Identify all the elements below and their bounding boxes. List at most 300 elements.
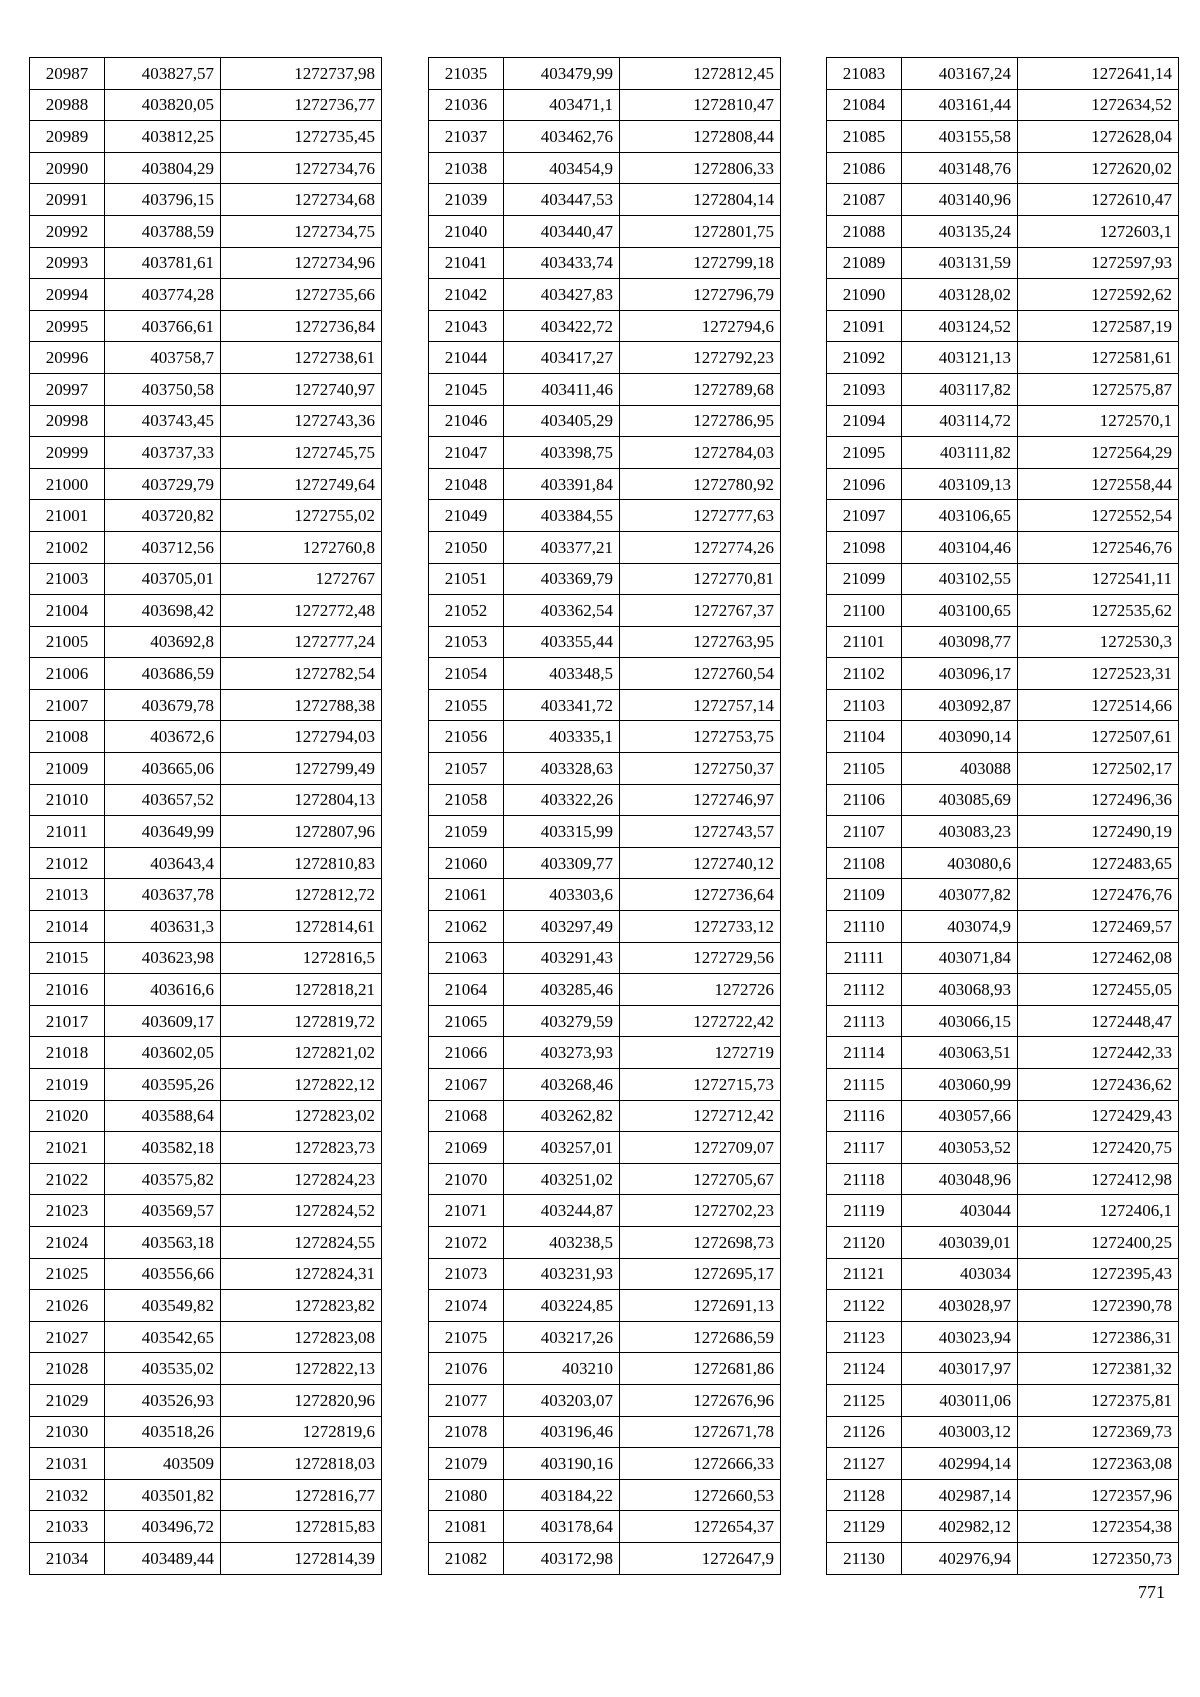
- y-coordinate-cell: 1272523,31: [1018, 658, 1179, 690]
- y-coordinate-cell: 1272722,42: [620, 1005, 781, 1037]
- x-coordinate-cell: 403053,52: [902, 1132, 1018, 1164]
- table-row: [827, 847, 1179, 879]
- y-coordinate-cell: 1272737,98: [221, 58, 382, 90]
- x-coordinate-cell: 403526,93: [105, 1384, 221, 1416]
- y-coordinate-cell: 1272390,78: [1018, 1290, 1179, 1322]
- y-coordinate-cell: 1272354,38: [1018, 1511, 1179, 1543]
- x-coordinate-cell: 403501,82: [105, 1479, 221, 1511]
- point-number-cell: 21078: [429, 1416, 504, 1448]
- x-coordinate-cell: 403496,72: [105, 1511, 221, 1543]
- x-coordinate-cell: 403114,72: [902, 405, 1018, 437]
- point-number-cell: 21052: [429, 595, 504, 627]
- table-row: [30, 1416, 382, 1448]
- y-coordinate-cell: 1272592,62: [1018, 279, 1179, 311]
- y-coordinate-cell: 1272823,02: [221, 1100, 382, 1132]
- table-row: [429, 879, 781, 911]
- x-coordinate-cell: 403044: [902, 1195, 1018, 1227]
- table-row: [827, 373, 1179, 405]
- point-number-cell: 21125: [827, 1384, 902, 1416]
- y-coordinate-cell: 1272530,3: [1018, 626, 1179, 658]
- table-row: [827, 753, 1179, 785]
- x-coordinate-cell: 403068,93: [902, 974, 1018, 1006]
- y-coordinate-cell: 1272810,83: [221, 847, 382, 879]
- table-row: [827, 1195, 1179, 1227]
- y-coordinate-cell: 1272442,33: [1018, 1037, 1179, 1069]
- table-row: [30, 89, 382, 121]
- point-number-cell: 20992: [30, 215, 105, 247]
- x-coordinate-cell: 403698,42: [105, 595, 221, 627]
- x-coordinate-cell: 403686,59: [105, 658, 221, 690]
- point-number-cell: 21023: [30, 1195, 105, 1227]
- x-coordinate-cell: 403238,5: [504, 1226, 620, 1258]
- point-number-cell: 21010: [30, 784, 105, 816]
- x-coordinate-cell: 403692,8: [105, 626, 221, 658]
- table-row: [30, 1163, 382, 1195]
- point-number-cell: 21117: [827, 1132, 902, 1164]
- y-coordinate-cell: 1272436,62: [1018, 1069, 1179, 1101]
- table-row: [30, 437, 382, 469]
- point-number-cell: 21091: [827, 310, 902, 342]
- table-row: [429, 721, 781, 753]
- y-coordinate-cell: 1272743,57: [620, 816, 781, 848]
- point-number-cell: 21088: [827, 215, 902, 247]
- point-number-cell: 21085: [827, 121, 902, 153]
- point-number-cell: 21034: [30, 1542, 105, 1574]
- table-row: [827, 500, 1179, 532]
- x-coordinate-cell: 403796,15: [105, 184, 221, 216]
- x-coordinate-cell: 402994,14: [902, 1448, 1018, 1480]
- x-coordinate-cell: 403155,58: [902, 121, 1018, 153]
- x-coordinate-cell: 403820,05: [105, 89, 221, 121]
- y-coordinate-cell: 1272740,12: [620, 847, 781, 879]
- table-row: [429, 1416, 781, 1448]
- table-row: [30, 658, 382, 690]
- y-coordinate-cell: 1272581,61: [1018, 342, 1179, 374]
- table-row: [827, 689, 1179, 721]
- y-coordinate-cell: 1272420,75: [1018, 1132, 1179, 1164]
- y-coordinate-cell: 1272429,43: [1018, 1100, 1179, 1132]
- x-coordinate-cell: 403391,84: [504, 468, 620, 500]
- y-coordinate-cell: 1272654,37: [620, 1511, 781, 1543]
- table-row: [30, 405, 382, 437]
- point-number-cell: 21000: [30, 468, 105, 500]
- x-coordinate-cell: 403649,99: [105, 816, 221, 848]
- point-number-cell: 21005: [30, 626, 105, 658]
- point-number-cell: 21062: [429, 911, 504, 943]
- table-row: [827, 626, 1179, 658]
- x-coordinate-cell: 403788,59: [105, 215, 221, 247]
- y-coordinate-cell: 1272733,12: [620, 911, 781, 943]
- table-row: [429, 1132, 781, 1164]
- x-coordinate-cell: 403124,52: [902, 310, 1018, 342]
- point-number-cell: 21049: [429, 500, 504, 532]
- point-number-cell: 21036: [429, 89, 504, 121]
- point-number-cell: 21073: [429, 1258, 504, 1290]
- x-coordinate-cell: 403602,05: [105, 1037, 221, 1069]
- y-coordinate-cell: 1272755,02: [221, 500, 382, 532]
- x-coordinate-cell: 403090,14: [902, 721, 1018, 753]
- x-coordinate-cell: 403063,51: [902, 1037, 1018, 1069]
- point-number-cell: 20995: [30, 310, 105, 342]
- y-coordinate-cell: 1272774,26: [620, 531, 781, 563]
- x-coordinate-cell: 403417,27: [504, 342, 620, 374]
- y-coordinate-cell: 1272726: [620, 974, 781, 1006]
- y-coordinate-cell: 1272647,9: [620, 1542, 781, 1574]
- table-row: [429, 121, 781, 153]
- page-number: 771: [1138, 1582, 1165, 1602]
- y-coordinate-cell: 1272812,72: [221, 879, 382, 911]
- y-coordinate-cell: 1272628,04: [1018, 121, 1179, 153]
- y-coordinate-cell: 1272777,63: [620, 500, 781, 532]
- x-coordinate-cell: 403262,82: [504, 1100, 620, 1132]
- y-coordinate-cell: 1272502,17: [1018, 753, 1179, 785]
- x-coordinate-cell: 403109,13: [902, 468, 1018, 500]
- y-coordinate-cell: 1272412,98: [1018, 1163, 1179, 1195]
- y-coordinate-cell: 1272686,59: [620, 1321, 781, 1353]
- y-coordinate-cell: 1272681,86: [620, 1353, 781, 1385]
- y-coordinate-cell: 1272818,21: [221, 974, 382, 1006]
- y-coordinate-cell: 1272789,68: [620, 373, 781, 405]
- table-row: [429, 310, 781, 342]
- point-number-cell: 21042: [429, 279, 504, 311]
- point-number-cell: 21007: [30, 689, 105, 721]
- point-number-cell: 21071: [429, 1195, 504, 1227]
- x-coordinate-cell: 403623,98: [105, 942, 221, 974]
- point-number-cell: 21051: [429, 563, 504, 595]
- y-coordinate-cell: 1272570,1: [1018, 405, 1179, 437]
- point-number-cell: 21015: [30, 942, 105, 974]
- x-coordinate-cell: 403172,98: [504, 1542, 620, 1574]
- x-coordinate-cell: 403509: [105, 1448, 221, 1480]
- x-coordinate-cell: 403297,49: [504, 911, 620, 943]
- point-number-cell: 21108: [827, 847, 902, 879]
- point-number-cell: 21048: [429, 468, 504, 500]
- x-coordinate-cell: 403479,99: [504, 58, 620, 90]
- point-number-cell: 21047: [429, 437, 504, 469]
- x-coordinate-cell: 403328,63: [504, 753, 620, 785]
- x-coordinate-cell: 403003,12: [902, 1416, 1018, 1448]
- y-coordinate-cell: 1272676,96: [620, 1384, 781, 1416]
- point-number-cell: 21030: [30, 1416, 105, 1448]
- table-row: [827, 247, 1179, 279]
- x-coordinate-cell: 403273,93: [504, 1037, 620, 1069]
- x-coordinate-cell: 403535,02: [105, 1353, 221, 1385]
- point-number-cell: 21065: [429, 1005, 504, 1037]
- point-number-cell: 21002: [30, 531, 105, 563]
- y-coordinate-cell: 1272564,29: [1018, 437, 1179, 469]
- point-number-cell: 21129: [827, 1511, 902, 1543]
- y-coordinate-cell: 1272375,81: [1018, 1384, 1179, 1416]
- y-coordinate-cell: 1272546,76: [1018, 531, 1179, 563]
- x-coordinate-cell: 403616,6: [105, 974, 221, 1006]
- table-row: [30, 563, 382, 595]
- table-row: [827, 531, 1179, 563]
- table-row: [827, 1037, 1179, 1069]
- y-coordinate-cell: 1272823,08: [221, 1321, 382, 1353]
- y-coordinate-cell: 1272799,49: [221, 753, 382, 785]
- table-row: [429, 626, 781, 658]
- table-row: [827, 1005, 1179, 1037]
- y-coordinate-cell: 1272734,76: [221, 152, 382, 184]
- y-coordinate-cell: 1272735,66: [221, 279, 382, 311]
- point-number-cell: 21038: [429, 152, 504, 184]
- point-number-cell: 21104: [827, 721, 902, 753]
- x-coordinate-cell: 403011,06: [902, 1384, 1018, 1416]
- y-coordinate-cell: 1272792,23: [620, 342, 781, 374]
- point-number-cell: 21114: [827, 1037, 902, 1069]
- table-row: [429, 1353, 781, 1385]
- table-row: [429, 1005, 781, 1037]
- table-row: [827, 1321, 1179, 1353]
- x-coordinate-cell: 403104,46: [902, 531, 1018, 563]
- point-number-cell: 21110: [827, 911, 902, 943]
- x-coordinate-cell: 403657,52: [105, 784, 221, 816]
- x-coordinate-cell: 403774,28: [105, 279, 221, 311]
- x-coordinate-cell: 403447,53: [504, 184, 620, 216]
- x-coordinate-cell: 403309,77: [504, 847, 620, 879]
- point-number-cell: 21026: [30, 1290, 105, 1322]
- table-row: [429, 342, 781, 374]
- y-coordinate-cell: 1272824,31: [221, 1258, 382, 1290]
- y-coordinate-cell: 1272558,44: [1018, 468, 1179, 500]
- point-number-cell: 21069: [429, 1132, 504, 1164]
- table-row: [429, 563, 781, 595]
- table-row: [827, 1384, 1179, 1416]
- table-row: [827, 1258, 1179, 1290]
- y-coordinate-cell: 1272810,47: [620, 89, 781, 121]
- y-coordinate-cell: 1272735,45: [221, 121, 382, 153]
- table-row: [30, 1258, 382, 1290]
- y-coordinate-cell: 1272753,75: [620, 721, 781, 753]
- y-coordinate-cell: 1272357,96: [1018, 1479, 1179, 1511]
- point-number-cell: 21044: [429, 342, 504, 374]
- point-number-cell: 20994: [30, 279, 105, 311]
- point-number-cell: 21127: [827, 1448, 902, 1480]
- table-row: [429, 1542, 781, 1574]
- table-row: [827, 1511, 1179, 1543]
- y-coordinate-cell: 1272824,23: [221, 1163, 382, 1195]
- y-coordinate-cell: 1272575,87: [1018, 373, 1179, 405]
- x-coordinate-cell: 403377,21: [504, 531, 620, 563]
- x-coordinate-cell: 403023,94: [902, 1321, 1018, 1353]
- table-row: [30, 342, 382, 374]
- table-row: [30, 974, 382, 1006]
- point-number-cell: 20987: [30, 58, 105, 90]
- y-coordinate-cell: 1272750,37: [620, 753, 781, 785]
- table-row: [30, 215, 382, 247]
- x-coordinate-cell: 403285,46: [504, 974, 620, 1006]
- x-coordinate-cell: 403098,77: [902, 626, 1018, 658]
- y-coordinate-cell: 1272715,73: [620, 1069, 781, 1101]
- table-row: [827, 405, 1179, 437]
- x-coordinate-cell: 403121,13: [902, 342, 1018, 374]
- point-number-cell: 20993: [30, 247, 105, 279]
- x-coordinate-cell: 403766,61: [105, 310, 221, 342]
- table-row: [30, 310, 382, 342]
- point-number-cell: 21027: [30, 1321, 105, 1353]
- table-row: [30, 1448, 382, 1480]
- x-coordinate-cell: 403827,57: [105, 58, 221, 90]
- table-row: [429, 437, 781, 469]
- x-coordinate-cell: 403315,99: [504, 816, 620, 848]
- table-row: [827, 911, 1179, 943]
- x-coordinate-cell: 403750,58: [105, 373, 221, 405]
- x-coordinate-cell: 403737,33: [105, 437, 221, 469]
- x-coordinate-cell: 403196,46: [504, 1416, 620, 1448]
- y-coordinate-cell: 1272780,92: [620, 468, 781, 500]
- y-coordinate-cell: 1272806,33: [620, 152, 781, 184]
- x-coordinate-cell: 403074,9: [902, 911, 1018, 943]
- table-row: [30, 911, 382, 943]
- x-coordinate-cell: 403028,97: [902, 1290, 1018, 1322]
- table-row: [30, 689, 382, 721]
- y-coordinate-cell: 1272386,31: [1018, 1321, 1179, 1353]
- y-coordinate-cell: 1272812,45: [620, 58, 781, 90]
- y-coordinate-cell: 1272369,73: [1018, 1416, 1179, 1448]
- x-coordinate-cell: 403362,54: [504, 595, 620, 627]
- y-coordinate-cell: 1272363,08: [1018, 1448, 1179, 1480]
- x-coordinate-cell: 403268,46: [504, 1069, 620, 1101]
- y-coordinate-cell: 1272507,61: [1018, 721, 1179, 753]
- point-number-cell: 21076: [429, 1353, 504, 1385]
- x-coordinate-cell: 403427,83: [504, 279, 620, 311]
- x-coordinate-cell: 403034: [902, 1258, 1018, 1290]
- table-row: [30, 279, 382, 311]
- table-row: [429, 1290, 781, 1322]
- x-coordinate-cell: 402987,14: [902, 1479, 1018, 1511]
- table-row: [827, 121, 1179, 153]
- x-coordinate-cell: 403595,26: [105, 1069, 221, 1101]
- point-number-cell: 21128: [827, 1479, 902, 1511]
- table-row: [30, 1195, 382, 1227]
- x-coordinate-cell: 403643,4: [105, 847, 221, 879]
- table-row: [827, 942, 1179, 974]
- point-number-cell: 21067: [429, 1069, 504, 1101]
- table-row: [827, 563, 1179, 595]
- table-row: [30, 595, 382, 627]
- point-number-cell: 21011: [30, 816, 105, 848]
- table-row: [429, 1479, 781, 1511]
- y-coordinate-cell: 1272634,52: [1018, 89, 1179, 121]
- y-coordinate-cell: 1272804,13: [221, 784, 382, 816]
- table-row: [30, 879, 382, 911]
- y-coordinate-cell: 1272695,17: [620, 1258, 781, 1290]
- y-coordinate-cell: 1272476,76: [1018, 879, 1179, 911]
- x-coordinate-cell: 403303,6: [504, 879, 620, 911]
- x-coordinate-cell: 403080,6: [902, 847, 1018, 879]
- point-number-cell: 21079: [429, 1448, 504, 1480]
- point-number-cell: 21031: [30, 1448, 105, 1480]
- y-coordinate-cell: 1272824,55: [221, 1226, 382, 1258]
- x-coordinate-cell: 403210: [504, 1353, 620, 1385]
- point-number-cell: 20997: [30, 373, 105, 405]
- point-number-cell: 21012: [30, 847, 105, 879]
- point-number-cell: 21087: [827, 184, 902, 216]
- x-coordinate-cell: 403582,18: [105, 1132, 221, 1164]
- x-coordinate-cell: 403609,17: [105, 1005, 221, 1037]
- coordinate-table-right: [826, 57, 1179, 1575]
- table-row: [827, 1290, 1179, 1322]
- point-number-cell: 21004: [30, 595, 105, 627]
- x-coordinate-cell: 403092,87: [902, 689, 1018, 721]
- y-coordinate-cell: 1272760,54: [620, 658, 781, 690]
- table-row: [827, 468, 1179, 500]
- table-row: [827, 342, 1179, 374]
- table-row: [429, 1195, 781, 1227]
- table-row: [429, 1258, 781, 1290]
- x-coordinate-cell: 403178,64: [504, 1511, 620, 1543]
- table-row: [827, 215, 1179, 247]
- point-number-cell: 21043: [429, 310, 504, 342]
- table-row: [429, 1226, 781, 1258]
- x-coordinate-cell: 403096,17: [902, 658, 1018, 690]
- table-row: [30, 784, 382, 816]
- point-number-cell: 21039: [429, 184, 504, 216]
- x-coordinate-cell: 403631,3: [105, 911, 221, 943]
- point-number-cell: 21041: [429, 247, 504, 279]
- table-row: [30, 1226, 382, 1258]
- table-row: [30, 1132, 382, 1164]
- table-row: [827, 784, 1179, 816]
- table-row: [30, 58, 382, 90]
- table-row: [30, 816, 382, 848]
- point-number-cell: 21084: [827, 89, 902, 121]
- point-number-cell: 21057: [429, 753, 504, 785]
- x-coordinate-cell: 403665,06: [105, 753, 221, 785]
- table-row: [827, 1226, 1179, 1258]
- table-row: [429, 1448, 781, 1480]
- x-coordinate-cell: 403781,61: [105, 247, 221, 279]
- x-coordinate-cell: 403184,22: [504, 1479, 620, 1511]
- table-row: [827, 658, 1179, 690]
- x-coordinate-cell: 403048,96: [902, 1163, 1018, 1195]
- point-number-cell: 21099: [827, 563, 902, 595]
- y-coordinate-cell: 1272490,19: [1018, 816, 1179, 848]
- y-coordinate-cell: 1272462,08: [1018, 942, 1179, 974]
- y-coordinate-cell: 1272767,37: [620, 595, 781, 627]
- y-coordinate-cell: 1272666,33: [620, 1448, 781, 1480]
- table-row: [429, 405, 781, 437]
- x-coordinate-cell: 403355,44: [504, 626, 620, 658]
- table-row: [827, 816, 1179, 848]
- y-coordinate-cell: 1272819,6: [221, 1416, 382, 1448]
- x-coordinate-cell: 403569,57: [105, 1195, 221, 1227]
- y-coordinate-cell: 1272796,79: [620, 279, 781, 311]
- y-coordinate-cell: 1272814,61: [221, 911, 382, 943]
- x-coordinate-cell: 403758,7: [105, 342, 221, 374]
- y-coordinate-cell: 1272705,67: [620, 1163, 781, 1195]
- y-coordinate-cell: 1272719: [620, 1037, 781, 1069]
- x-coordinate-cell: 403549,82: [105, 1290, 221, 1322]
- x-coordinate-cell: 403117,82: [902, 373, 1018, 405]
- y-coordinate-cell: 1272816,77: [221, 1479, 382, 1511]
- point-number-cell: 21050: [429, 531, 504, 563]
- y-coordinate-cell: 1272823,73: [221, 1132, 382, 1164]
- table-row: [30, 626, 382, 658]
- point-number-cell: 21093: [827, 373, 902, 405]
- point-number-cell: 21090: [827, 279, 902, 311]
- x-coordinate-cell: 403039,01: [902, 1226, 1018, 1258]
- y-coordinate-cell: 1272541,11: [1018, 563, 1179, 595]
- x-coordinate-cell: 403672,6: [105, 721, 221, 753]
- y-coordinate-cell: 1272736,77: [221, 89, 382, 121]
- y-coordinate-cell: 1272794,6: [620, 310, 781, 342]
- x-coordinate-cell: 403637,78: [105, 879, 221, 911]
- table-row: [429, 531, 781, 563]
- point-number-cell: 21045: [429, 373, 504, 405]
- point-number-cell: 21037: [429, 121, 504, 153]
- x-coordinate-cell: 403341,72: [504, 689, 620, 721]
